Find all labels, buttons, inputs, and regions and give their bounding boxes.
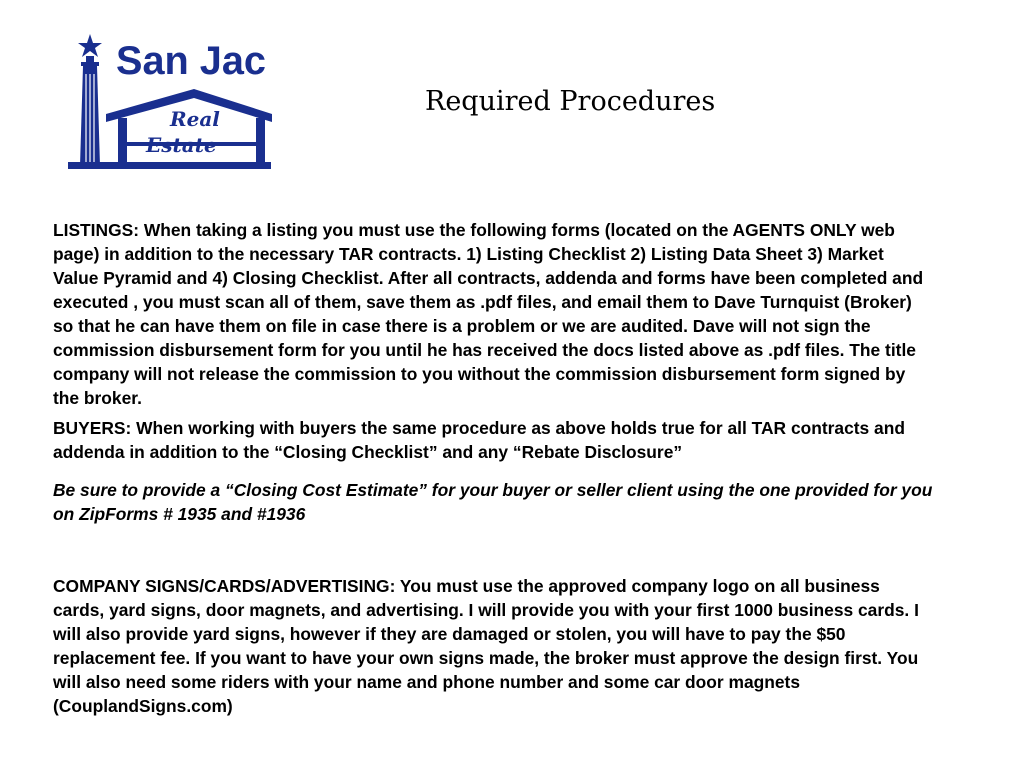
document-body	[53, 218, 933, 718]
buyers-paragraph: BUYERS: When working with buyers the same procedure as above holds true for all TAR contracts and addenda in addition to the “Closing Checklist” and any “Rebate Disclosure”	[53, 418, 905, 462]
star-icon	[78, 34, 102, 57]
logo-text-san-jac: San Jac	[116, 39, 266, 83]
logo-text-real: Real	[170, 107, 220, 131]
closing-cost-note: Be sure to provide a “Closing Cost Estimate” for your buyer or seller client using the one provided for you on ZipForms # 1935 and #1936	[53, 480, 933, 524]
signs-paragraph: COMPANY SIGNS/CARDS/ADVERTISING: You must use the approved company logo on all business cards, yard signs, door magnets, and advertising. I will provide you with your first 1000 business cards. I will also provide yard signs, however if they are damaged or stolen, you will have to pay the $50 replacement fee. If you want to have your own signs made, the broker must approve the design first. You will also need some riders with your name and phone number and some car door magnets (CouplandSigns.com)	[53, 576, 919, 716]
page-title: Required Procedures	[425, 86, 716, 117]
logo-text-estate: Estate	[146, 133, 217, 157]
san-jac-real-estate-logo	[66, 34, 276, 174]
logo-graphic	[66, 34, 276, 174]
listings-paragraph: LISTINGS: When taking a listing you must use the following forms (located on the AGENTS ONLY web page) in addition to the necessary TAR contracts. 1) Listing Checklist 2) Listing Data Sheet 3) Market Value Pyramid and 4) Closing Checklist. After all contracts, addenda and forms have been completed and executed , you must scan all of them, save them as .pdf files, and email them to Dave Turnquist (Broker) so that he can have them on file in case there is a problem or we are audited. Dave will not sign the commission disbursement form for you until he has received the docs listed above as .pdf files. The title company will not release the commission to you without the commission disbursement form signed by the broker.	[53, 220, 924, 408]
